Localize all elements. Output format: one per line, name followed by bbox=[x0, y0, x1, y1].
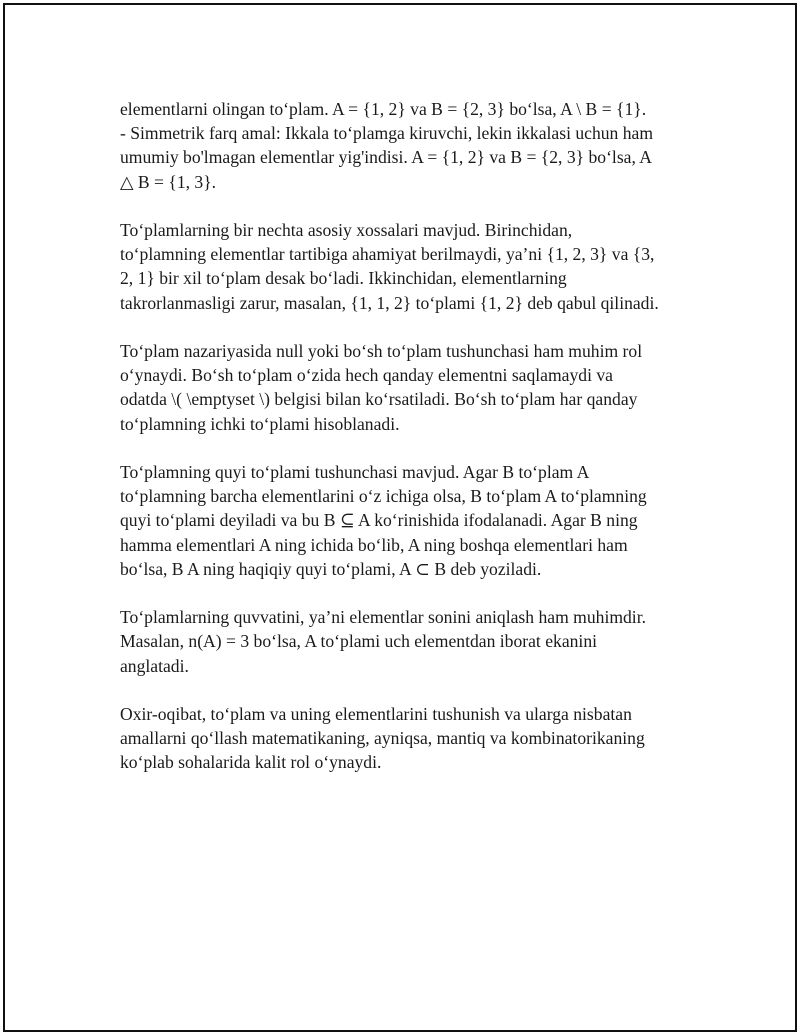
text-line: Masalan, n(A) = 3 bo‘lsa, A to‘plami uch elementdan iborat ekanini bbox=[120, 631, 598, 652]
text-line: To‘plamlarning quvvatini, ya’ni elementlar sonini aniqlash ham muhimdir. bbox=[120, 607, 646, 628]
text-line: to‘plamning elementlar tartibiga ahamiyat berilmaydi, ya’ni {1, 2, 3} va {3, bbox=[120, 244, 655, 265]
text-line: To‘plam nazariyasida null yoki bo‘sh to‘plam tushunchasi ham muhim rol bbox=[120, 341, 643, 361]
text-line: quyi to‘plami deyiladi va bu B ⊆ A ko‘rinishida ifodalanadi. Agar B ning bbox=[120, 510, 638, 531]
text-line: 2, 1} bir xil to‘plam desak bo‘ladi. Ikkinchidan, elementlarning bbox=[120, 268, 567, 289]
text-line: odatda \( \emptyset \) belgisi bilan ko‘rsatiladi. Bo‘sh to‘plam har qanday bbox=[120, 389, 638, 410]
paragraph-set-operations bbox=[120, 97, 690, 194]
text-line: to‘plamning barcha elementlarini o‘z ichiga olsa, B to‘plam A to‘plamning bbox=[120, 486, 647, 507]
text-line: △ B = {1, 3}. bbox=[120, 171, 217, 192]
paragraph-set-properties bbox=[120, 218, 690, 315]
document-body bbox=[120, 97, 690, 799]
text-line: anglatadi. bbox=[120, 655, 189, 676]
text-line: o‘ynaydi. Bo‘sh to‘plam o‘zida hech qanday elementni saqlamaydi va bbox=[120, 365, 613, 386]
text-line: To‘plamning quyi to‘plami tushunchasi mavjud. Agar B to‘plam A bbox=[120, 462, 590, 482]
text-line: takrorlanmasligi zarur, masalan, {1, 1, 2} to‘plami {1, 2} deb qabul qilinadi. bbox=[120, 292, 659, 313]
paragraph-cardinality bbox=[120, 605, 690, 678]
text-line: to‘plamning ichki to‘plami hisoblanadi. bbox=[120, 413, 400, 434]
paragraph-empty-set bbox=[120, 339, 690, 436]
paragraph-subsets bbox=[120, 460, 690, 581]
text-line: elementlarni olingan to‘plam. A = {1, 2} va B = {2, 3} bo‘lsa, A \ B = {1}. bbox=[120, 99, 647, 119]
text-line: amallarni qo‘llash matematikaning, ayniqsa, mantiq va kombinatorikaning bbox=[120, 728, 645, 749]
text-line: bo‘lsa, B A ning haqiqiy quyi to‘plami, A ⊂ B deb yoziladi. bbox=[120, 558, 542, 579]
page-frame bbox=[3, 3, 797, 1032]
text-line: To‘plamlarning bir nechta asosiy xossalari mavjud. Birinchidan, bbox=[120, 220, 573, 240]
text-line: ko‘plab sohalarida kalit rol o‘ynaydi. bbox=[120, 752, 382, 773]
text-line: umumiy bo'lmagan elementlar yig'indisi. A = {1, 2} va B = {2, 3} bo‘lsa, A bbox=[120, 147, 653, 168]
paragraph-conclusion bbox=[120, 702, 690, 775]
text-line: - Simmetrik farq amal: Ikkala to‘plamga kiruvchi, lekin ikkalasi uchun ham bbox=[120, 123, 654, 144]
text-line: Oxir-oqibat, to‘plam va uning elementlarini tushunish va ularga nisbatan bbox=[120, 704, 632, 724]
text-line: hamma elementlari A ning ichida bo‘lib, A ning boshqa elementlari ham bbox=[120, 534, 628, 555]
